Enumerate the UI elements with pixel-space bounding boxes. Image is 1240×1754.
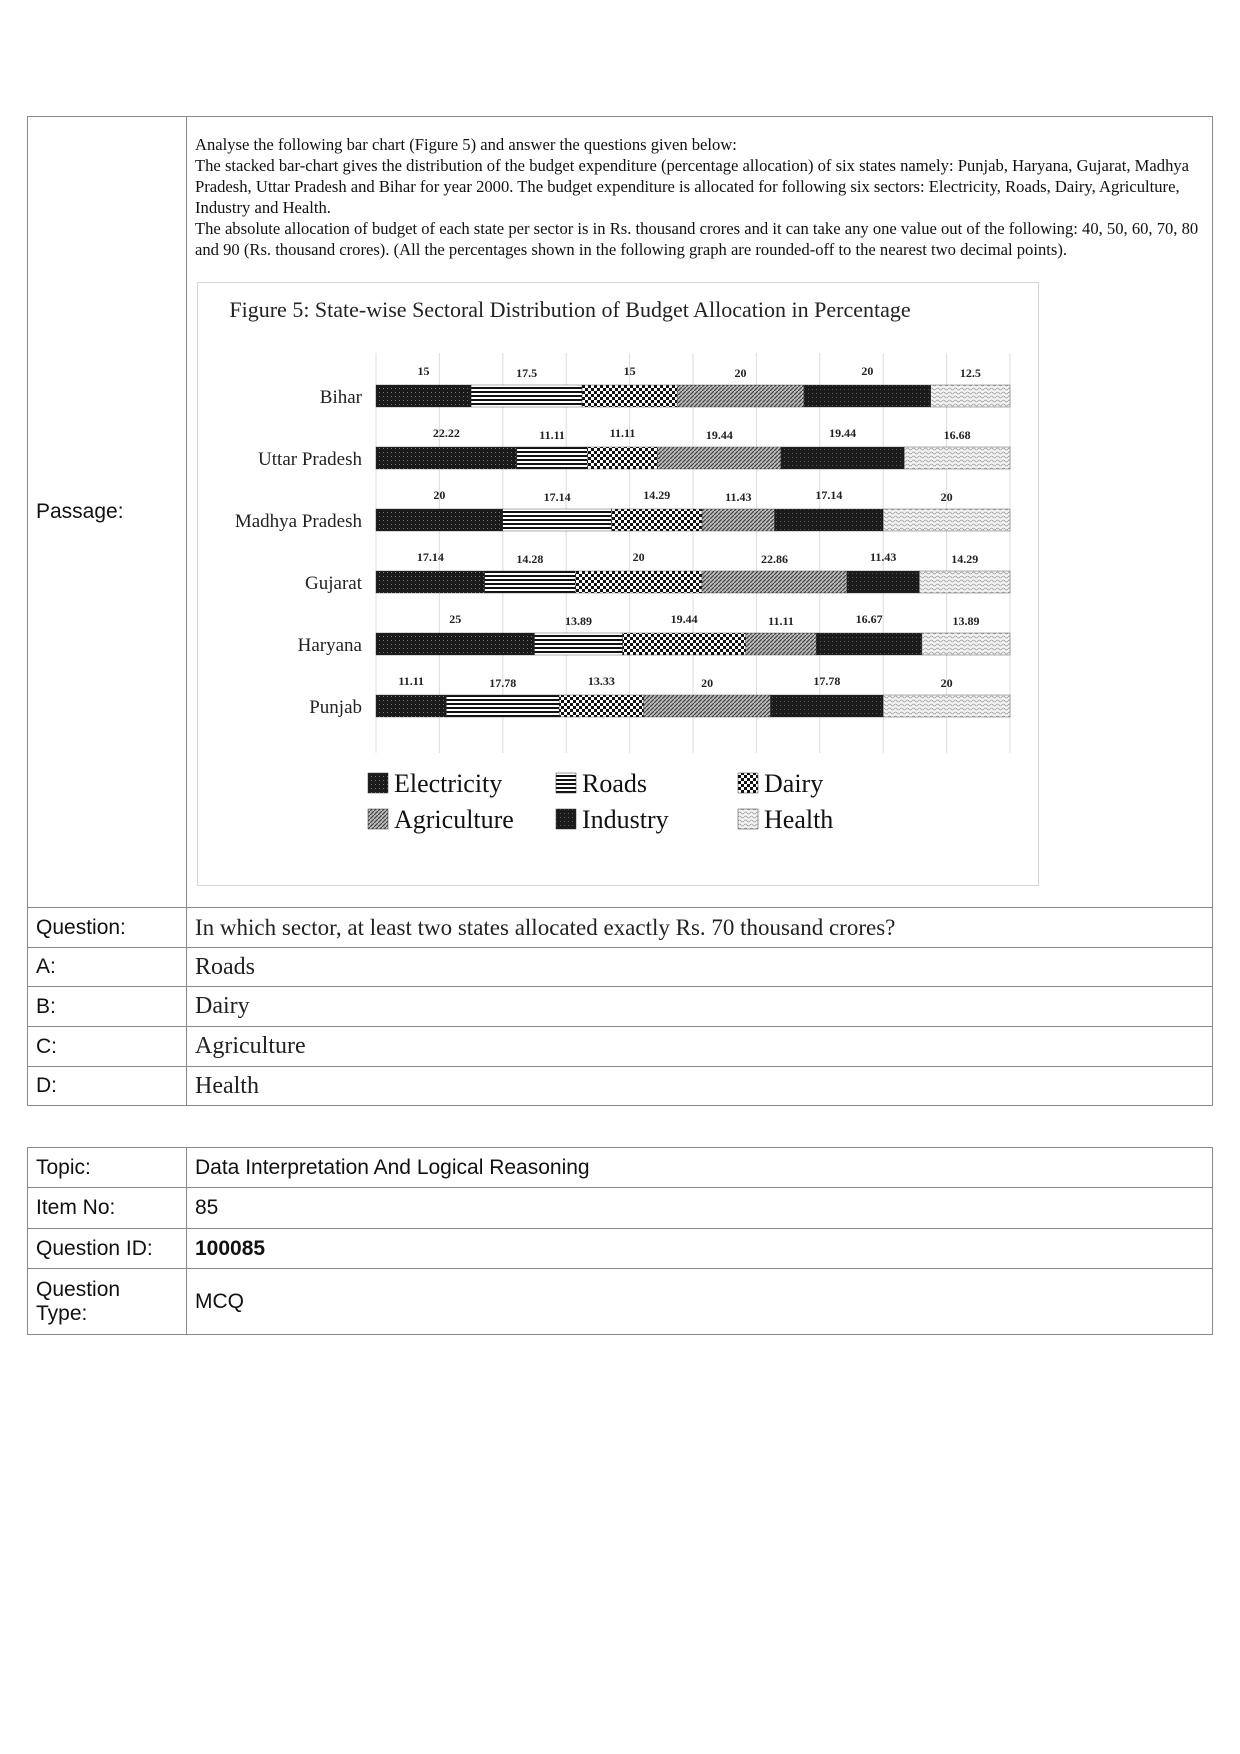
bar-segment-industry xyxy=(847,571,919,593)
legend-label: Dairy xyxy=(764,769,824,798)
bar-segment-roads xyxy=(485,571,576,593)
data-label: 11.11 xyxy=(768,614,794,628)
data-label: 11.43 xyxy=(725,490,752,504)
data-label: 20 xyxy=(701,676,714,690)
bar-segment-dairy xyxy=(587,447,657,469)
legend-label: Industry xyxy=(582,805,669,834)
option-row-b[interactable] xyxy=(28,987,1213,1027)
question-id-label: Question ID: xyxy=(28,1229,187,1269)
legend-label: Electricity xyxy=(394,769,503,798)
topic-label: Topic: xyxy=(28,1148,187,1188)
bar-segment-agriculture xyxy=(644,695,771,717)
data-label: 16.68 xyxy=(943,428,971,442)
option-d-text[interactable]: Health xyxy=(195,1072,259,1099)
legend-item-agriculture xyxy=(368,805,514,834)
data-label: 25 xyxy=(449,612,462,626)
option-d-label: D: xyxy=(28,1067,187,1106)
legend-item-health xyxy=(738,805,833,834)
data-label: 17.78 xyxy=(489,676,517,690)
bar-segment-roads xyxy=(503,509,612,531)
bar-segment-roads xyxy=(471,385,582,407)
bar-segment-electricity xyxy=(376,509,503,531)
passage-paragraph: The absolute allocation of budget of each state per sector is in Rs. thousand crores and it can take any one value out of the following: 40, 50, 60, 70, 80 and 90 (Rs. thousand crores). (All the percentages shown in the following graph are rounded-off to the nearest two decimal points). xyxy=(195,219,1199,259)
option-a-label: A: xyxy=(28,948,187,987)
data-label: 14.29 xyxy=(643,488,671,502)
data-label: 20 xyxy=(940,676,953,690)
bar-segment-health xyxy=(883,509,1010,531)
option-row-a[interactable] xyxy=(28,948,1213,987)
bars xyxy=(235,364,1010,718)
legend-swatch xyxy=(556,773,576,793)
data-label: 15 xyxy=(417,364,430,378)
data-label: 14.28 xyxy=(516,552,544,566)
topic-value: Data Interpretation And Logical Reasoning xyxy=(195,1155,590,1179)
option-b-label: B: xyxy=(28,987,187,1027)
data-label: 20 xyxy=(861,364,874,378)
bar-segment-electricity xyxy=(376,447,517,469)
data-label: 19.44 xyxy=(670,612,698,626)
data-label: 22.22 xyxy=(432,426,460,440)
question-type-label-line2: Type: xyxy=(36,1301,88,1325)
bar-segment-industry xyxy=(770,695,883,717)
bar-segment-electricity xyxy=(376,695,446,717)
category-label: Uttar Pradesh xyxy=(258,449,362,470)
data-label: 11.11 xyxy=(539,428,565,442)
bar-segment-health xyxy=(919,571,1010,593)
data-label: 14.29 xyxy=(951,552,979,566)
question-table xyxy=(27,116,1213,1106)
question-type-label xyxy=(28,1269,187,1335)
legend-swatch xyxy=(738,809,758,829)
meta-table xyxy=(27,1147,1213,1335)
bar-segment-industry xyxy=(781,447,904,469)
data-label: 22.86 xyxy=(760,552,788,566)
data-label: 15 xyxy=(623,364,636,378)
legend-swatch xyxy=(368,809,388,829)
option-row-d[interactable] xyxy=(28,1067,1213,1106)
bar-segment-agriculture xyxy=(677,385,804,407)
data-label: 20 xyxy=(433,488,446,502)
bar-segment-dairy xyxy=(611,509,702,531)
bar-segment-dairy xyxy=(575,571,702,593)
legend-swatch xyxy=(556,809,576,829)
category-label: Punjab xyxy=(309,697,362,718)
item-no-value: 85 xyxy=(195,1196,219,1219)
data-label: 19.44 xyxy=(829,426,857,440)
data-label: 17.14 xyxy=(543,490,571,504)
passage-paragraph: Analyse the following bar chart (Figure 5) and answer the questions given below: xyxy=(195,135,737,154)
bar-segment-health xyxy=(931,385,1010,407)
bar-segment-health xyxy=(922,633,1010,655)
bar-segment-dairy xyxy=(559,695,644,717)
data-label: 20 xyxy=(940,490,953,504)
bar-segment-electricity xyxy=(376,571,485,593)
category-label: Bihar xyxy=(319,387,362,408)
data-label: 13.89 xyxy=(565,614,593,628)
data-label: 11.11 xyxy=(609,426,636,440)
option-c-label: C: xyxy=(28,1027,187,1067)
option-a-text[interactable]: Roads xyxy=(195,953,255,980)
category-label: Haryana xyxy=(297,635,362,656)
category-label: Gujarat xyxy=(305,573,362,594)
bar-segment-roads xyxy=(517,447,587,469)
grid xyxy=(376,353,1010,753)
bar-segment-health xyxy=(904,447,1010,469)
question-type-value: MCQ xyxy=(195,1289,244,1313)
bar-segment-industry xyxy=(816,633,922,655)
bar-segment-health xyxy=(883,695,1010,717)
data-label: 11.43 xyxy=(869,550,897,564)
option-c-text[interactable]: Agriculture xyxy=(195,1033,306,1059)
legend-swatch xyxy=(368,773,388,793)
option-b-text[interactable]: Dairy xyxy=(195,993,250,1019)
bar-segment-agriculture xyxy=(702,509,774,531)
legend-item-electricity xyxy=(368,769,502,798)
bar-segment-agriculture xyxy=(658,447,781,469)
data-label: 20 xyxy=(632,550,645,564)
data-label: 13.89 xyxy=(952,614,980,628)
question-type-label-line1: Question xyxy=(36,1277,121,1301)
bar-segment-electricity xyxy=(376,633,535,655)
bar-segment-roads xyxy=(535,633,623,655)
data-label: 17.5 xyxy=(516,366,538,380)
passage-text xyxy=(195,130,1212,260)
passage-cell xyxy=(187,117,1213,908)
stacked-bar-chart xyxy=(198,283,1038,885)
data-label: 17.78 xyxy=(813,674,841,688)
bar-segment-dairy xyxy=(582,385,677,407)
bar-segment-industry xyxy=(775,509,884,531)
legend-label: Agriculture xyxy=(394,805,514,834)
data-label: 11.11 xyxy=(398,674,425,688)
question-text: In which sector, at least two states allocated exactly Rs. 70 thousand crores? xyxy=(195,914,896,940)
option-row-c[interactable] xyxy=(28,1027,1213,1067)
bar-segment-agriculture xyxy=(702,571,847,593)
chart-title: Figure 5: State-wise Sectoral Distribution of Budget Allocation in Percentage xyxy=(229,297,911,322)
data-label: 20 xyxy=(734,366,747,380)
data-label: 17.14 xyxy=(416,550,444,564)
legend-label: Health xyxy=(764,805,834,834)
bar-segment-agriculture xyxy=(746,633,816,655)
item-no-label: Item No: xyxy=(28,1188,187,1229)
legend-item-dairy xyxy=(738,769,823,798)
bar-segment-industry xyxy=(804,385,931,407)
data-label: 16.67 xyxy=(855,612,883,626)
passage-label: Passage: xyxy=(28,117,187,908)
question-id-value: 100085 xyxy=(195,1236,266,1260)
bar-segment-roads xyxy=(446,695,559,717)
legend-swatch xyxy=(738,773,758,793)
passage-paragraph: The stacked bar-chart gives the distribution of the budget expenditure (percentage allocation) of six states namely: Punjab, Haryana, Gujarat, Madhya Pradesh, Uttar Pradesh and Bihar for year 2000. The budget expenditure is allocated for following six sectors: Electricity, Roads, Dairy, Agriculture, Industry and Health. xyxy=(195,156,1190,217)
data-label: 17.14 xyxy=(815,488,843,502)
data-label: 13.33 xyxy=(587,674,615,688)
question-label: Question: xyxy=(28,908,187,948)
bar-segment-electricity xyxy=(376,385,471,407)
legend-label: Roads xyxy=(582,769,647,798)
category-label: Madhya Pradesh xyxy=(234,511,362,532)
data-label: 19.44 xyxy=(705,428,733,442)
legend-item-industry xyxy=(556,805,669,834)
legend xyxy=(368,769,833,834)
figure xyxy=(197,282,1039,886)
data-label: 12.5 xyxy=(959,366,981,380)
legend-item-roads xyxy=(556,769,647,798)
bar-segment-dairy xyxy=(623,633,746,655)
